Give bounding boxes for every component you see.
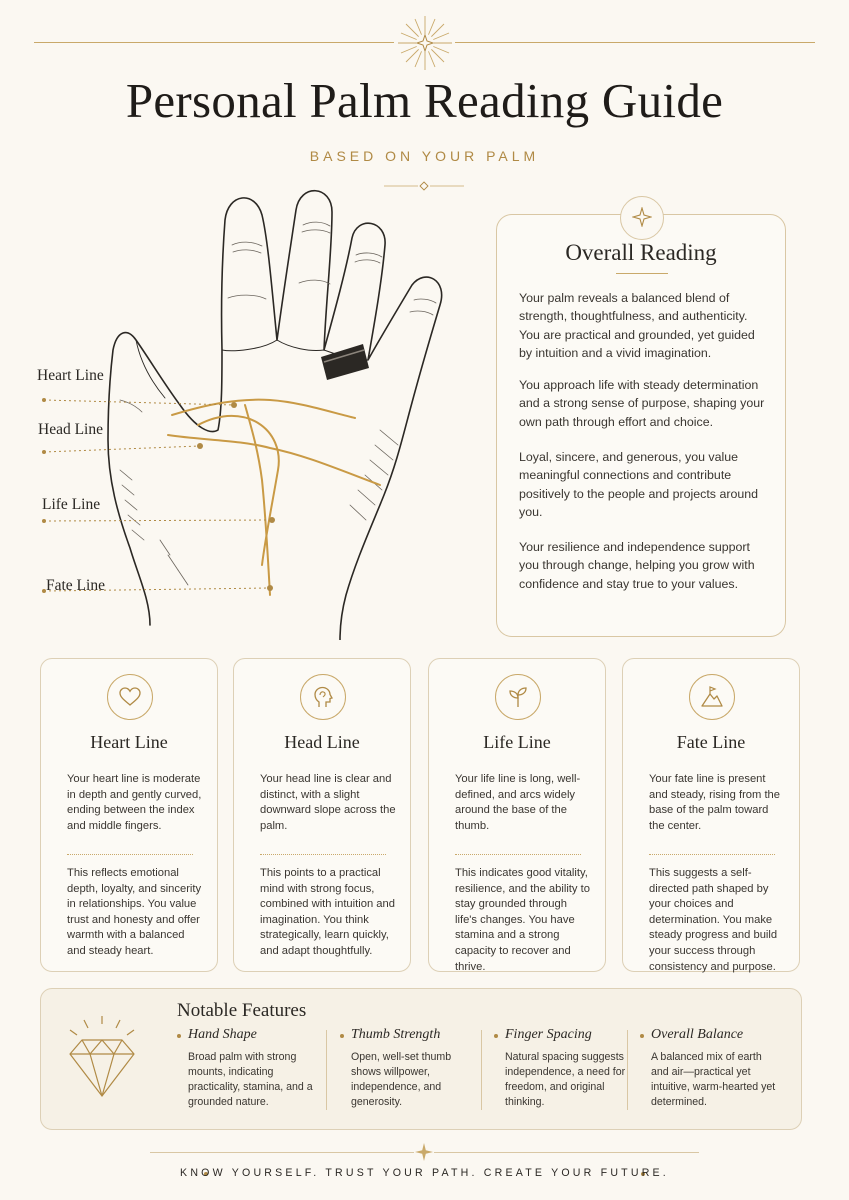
- life-line-card-title: Life Line: [483, 732, 551, 752]
- feature-bullet: [640, 1034, 644, 1038]
- footer-tagline: KNOW YOURSELF. TRUST YOUR PATH. CREATE YOUR FUTURE.: [180, 1167, 669, 1179]
- overall-title-rule: [616, 273, 668, 274]
- fate-icon-badge: [689, 674, 735, 720]
- card-divider: [67, 854, 193, 855]
- page-subtitle: BASED ON YOUR PALM: [309, 148, 540, 164]
- heart-icon-badge: [107, 674, 153, 720]
- life-line-meaning: This indicates good vitality, resilience, and the ability to stay grounded through life's changes. You have stamina and a strong capacity to recover and thrive.: [455, 867, 590, 973]
- header-rule-left: [34, 42, 394, 43]
- head-line-card: [233, 658, 411, 972]
- feature-text-hand-shape: Broad palm with strong mounts, indicating practicality, stamina, and a grounded nature.: [188, 1051, 313, 1108]
- heart-line-meaning: This reflects emotional depth, loyalty, and sincerity in relationships. You value trust and honesty and offer warmth with a balanced and steady heart.: [67, 867, 202, 957]
- heart-line-card-title: Heart Line: [90, 732, 168, 752]
- sprout-icon: [506, 685, 530, 709]
- feature-text-thumb-strength: Open, well-set thumb shows willpower, independence, and generosity.: [351, 1051, 452, 1108]
- hand-label-head: Head Line: [38, 421, 103, 438]
- diamond-icon: [62, 1010, 142, 1110]
- feature-bullet: [340, 1034, 344, 1038]
- feature-name-finger-spacing: Finger Spacing: [505, 1027, 592, 1042]
- head-icon-badge: [300, 674, 346, 720]
- notable-features-title: Notable Features: [177, 1000, 307, 1021]
- ring-icon: [321, 344, 369, 380]
- heart-line-description: Your heart line is moderate in depth and gently curved, ending between the index and middle fingers.: [67, 773, 202, 832]
- sparkle-icon: [632, 207, 652, 227]
- feature-separator: [627, 1030, 628, 1110]
- head-line-description: Your head line is clear and distinct, with a slight downward slope across the palm.: [260, 773, 396, 832]
- fate-line-meaning: This suggests a self-directed path shaped by your choices and determination. You make steady progress and build your success through consistency and purpose.: [649, 867, 778, 973]
- card-divider: [649, 854, 775, 855]
- feature-separator: [481, 1030, 482, 1110]
- head-line-meaning: This points to a practical mind with strong focus, combined with intuition and imagination. You think strategically, learn quickly, and adapt thoughtfully.: [260, 867, 395, 957]
- head-line-card-title: Head Line: [284, 732, 360, 752]
- card-divider: [455, 854, 581, 855]
- overall-paragraph-2: You approach life with steady determination and a strong sense of purpose, shaping your own path through effort and choice.: [519, 378, 765, 429]
- page-title: Personal Palm Reading Guide: [125, 73, 724, 128]
- life-icon-badge: [495, 674, 541, 720]
- feature-separator: [326, 1030, 327, 1110]
- footer-sparkle-icon: [414, 1142, 434, 1162]
- feature-name-overall-balance: Overall Balance: [651, 1027, 744, 1042]
- heart-icon: [118, 685, 142, 709]
- fate-line-card: [622, 658, 800, 972]
- fate-line-card-title: Fate Line: [676, 732, 746, 752]
- overall-badge: [620, 196, 664, 240]
- feature-text-finger-spacing: Natural spacing suggests independence, a need for freedom, and original thinking.: [505, 1051, 626, 1108]
- overall-paragraph-1: Your palm reveals a balanced blend of strength, thoughtfulness, and authenticity. You are practical and grounded, yet guided by intuition and a vivid imagination.: [519, 291, 755, 361]
- feature-bullet: [177, 1034, 181, 1038]
- overall-paragraph-4: Your resilience and independence support you through change, helping you grow with confidence and stay true to your values.: [519, 540, 755, 591]
- feature-name-thumb-strength: Thumb Strength: [351, 1027, 441, 1042]
- hand-label-life: Life Line: [42, 496, 101, 513]
- feature-bullet: [494, 1034, 498, 1038]
- sunburst-ornament-icon: [394, 14, 456, 72]
- header-rule-right: [455, 42, 815, 43]
- head-profile-icon: [311, 685, 335, 709]
- fate-line-description: Your fate line is present and steady, rising from the base of the palm toward the center.: [649, 773, 780, 832]
- feature-name-hand-shape: Hand Shape: [188, 1027, 257, 1042]
- life-line-card: [428, 658, 606, 972]
- heart-line-card: [40, 658, 218, 972]
- life-line-description: Your life line is long, well-defined, and arcs widely around the base of the thumb.: [455, 773, 581, 832]
- hand-label-heart: Heart Line: [37, 367, 104, 384]
- overall-paragraph-3: Loyal, sincere, and generous, you value meaningful connections and contribute positively to the people and projects around you.: [519, 450, 759, 520]
- feature-text-overall-balance: A balanced mix of earth and air—practical yet intuitive, warm-hearted yet determined.: [651, 1051, 776, 1108]
- mountain-flag-icon: [700, 685, 724, 709]
- overall-reading-title: Overall Reading: [565, 240, 717, 265]
- card-divider: [260, 854, 386, 855]
- hand-label-fate: Fate Line: [46, 577, 105, 594]
